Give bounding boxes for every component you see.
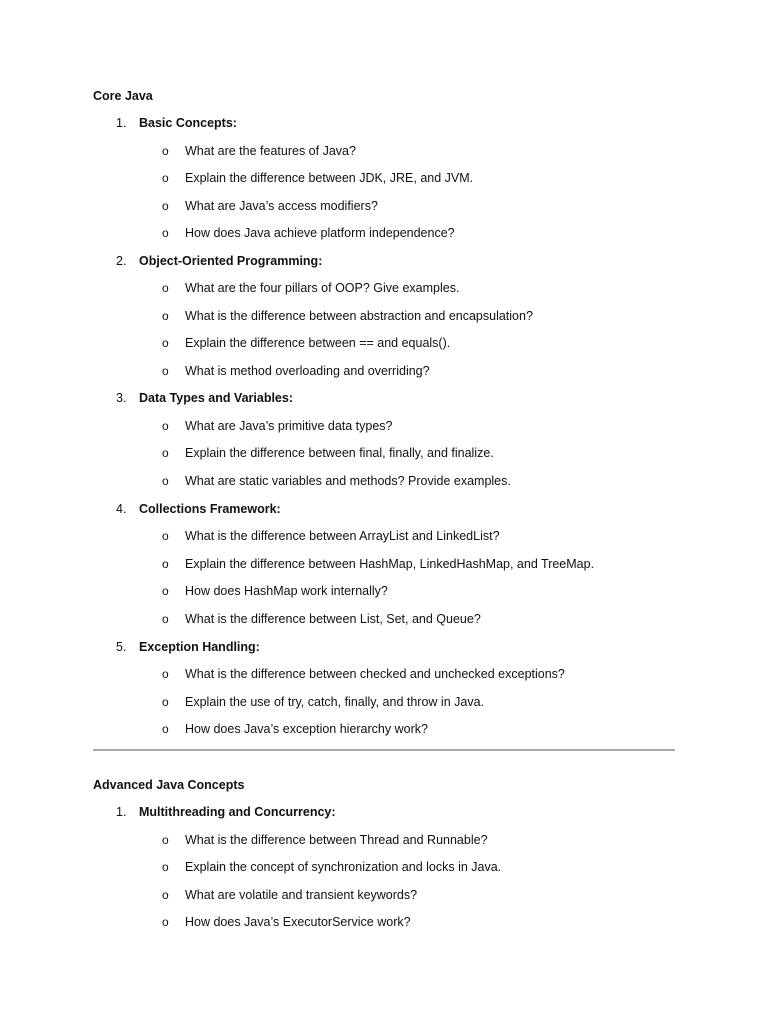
question-item	[0, 887, 768, 903]
topic-number: 5.	[116, 640, 127, 654]
question-item	[0, 170, 768, 186]
question-item	[0, 308, 768, 324]
question-text: Explain the difference between JDK, JRE, and JVM.	[185, 171, 474, 185]
question-item	[0, 280, 768, 296]
topic-label: Collections Framework:	[139, 502, 281, 516]
bullet-marker: o	[162, 446, 169, 460]
question-text: Explain the difference between final, finally, and finalize.	[185, 446, 494, 460]
question-text: What are volatile and transient keywords?	[185, 888, 418, 902]
topic-number: 3.	[116, 391, 127, 405]
question-text: What is the difference between List, Set, and Queue?	[185, 612, 481, 626]
question-item	[0, 556, 768, 572]
question-item	[0, 832, 768, 848]
bullet-marker: o	[162, 860, 169, 874]
question-text: What are the four pillars of OOP? Give examples.	[185, 281, 460, 295]
question-item	[0, 859, 768, 875]
question-item	[0, 721, 768, 737]
question-item	[0, 445, 768, 461]
topic-collections-framework	[0, 501, 768, 517]
question-item	[0, 225, 768, 241]
section-heading-advanced-java-concepts: Advanced Java Concepts	[93, 778, 245, 792]
question-item	[0, 611, 768, 627]
question-text: Explain the use of try, catch, finally, and throw in Java.	[185, 695, 484, 709]
question-text: Explain the concept of synchronization and locks in Java.	[185, 860, 502, 874]
topic-exception-handling	[0, 639, 768, 655]
question-item	[0, 418, 768, 434]
question-item	[0, 666, 768, 682]
bullet-marker: o	[162, 557, 169, 571]
question-item	[0, 143, 768, 159]
topic-label: Basic Concepts:	[139, 116, 237, 130]
question-item	[0, 583, 768, 599]
bullet-marker: o	[162, 144, 169, 158]
topic-object-oriented-programming	[0, 253, 768, 269]
topic-label: Object-Oriented Programming:	[139, 254, 323, 268]
bullet-marker: o	[162, 364, 169, 378]
bullet-marker: o	[162, 833, 169, 847]
bullet-marker: o	[162, 474, 169, 488]
bullet-marker: o	[162, 419, 169, 433]
topic-label: Data Types and Variables:	[139, 391, 293, 405]
bullet-marker: o	[162, 336, 169, 350]
topic-number: 1.	[116, 116, 127, 130]
question-text: How does Java achieve platform independence?	[185, 226, 455, 240]
bullet-marker: o	[162, 722, 169, 736]
bullet-marker: o	[162, 915, 169, 929]
bullet-marker: o	[162, 281, 169, 295]
bullet-marker: o	[162, 309, 169, 323]
topic-number: 4.	[116, 502, 127, 516]
question-text: Explain the difference between HashMap, LinkedHashMap, and TreeMap.	[185, 557, 595, 571]
question-item	[0, 694, 768, 710]
bullet-marker: o	[162, 612, 169, 626]
question-text: What is the difference between checked and unchecked exceptions?	[185, 667, 565, 681]
question-text: What are static variables and methods? Provide examples.	[185, 474, 511, 488]
question-item	[0, 473, 768, 489]
bullet-marker: o	[162, 695, 169, 709]
topic-number: 1.	[116, 805, 127, 819]
bullet-marker: o	[162, 529, 169, 543]
question-text: What are Java’s access modifiers?	[185, 199, 378, 213]
question-item	[0, 335, 768, 351]
question-item	[0, 914, 768, 930]
question-text: How does Java’s exception hierarchy work?	[185, 722, 428, 736]
topic-multithreading-and-concurrency	[0, 804, 768, 820]
bullet-marker: o	[162, 171, 169, 185]
question-text: How does HashMap work internally?	[185, 584, 388, 598]
question-text: What are the features of Java?	[185, 144, 356, 158]
bullet-marker: o	[162, 226, 169, 240]
question-text: What is the difference between Thread and Runnable?	[185, 833, 488, 847]
bullet-marker: o	[162, 584, 169, 598]
topic-label: Multithreading and Concurrency:	[139, 805, 336, 819]
question-text: What is the difference between ArrayList and LinkedList?	[185, 529, 500, 543]
question-text: What is the difference between abstraction and encapsulation?	[185, 309, 533, 323]
topic-number: 2.	[116, 254, 127, 268]
bullet-marker: o	[162, 667, 169, 681]
topic-label: Exception Handling:	[139, 640, 260, 654]
question-text: Explain the difference between == and equals().	[185, 336, 451, 350]
topic-data-types-and-variables	[0, 390, 768, 406]
bullet-marker: o	[162, 888, 169, 902]
question-item	[0, 528, 768, 544]
horizontal-divider	[93, 749, 675, 751]
question-text: What is method overloading and overriding?	[185, 364, 430, 378]
section-heading-core-java: Core Java	[93, 89, 153, 103]
bullet-marker: o	[162, 199, 169, 213]
question-item	[0, 363, 768, 379]
topic-basic-concepts	[0, 115, 768, 131]
question-item	[0, 198, 768, 214]
question-text: How does Java’s ExecutorService work?	[185, 915, 411, 929]
question-text: What are Java’s primitive data types?	[185, 419, 393, 433]
